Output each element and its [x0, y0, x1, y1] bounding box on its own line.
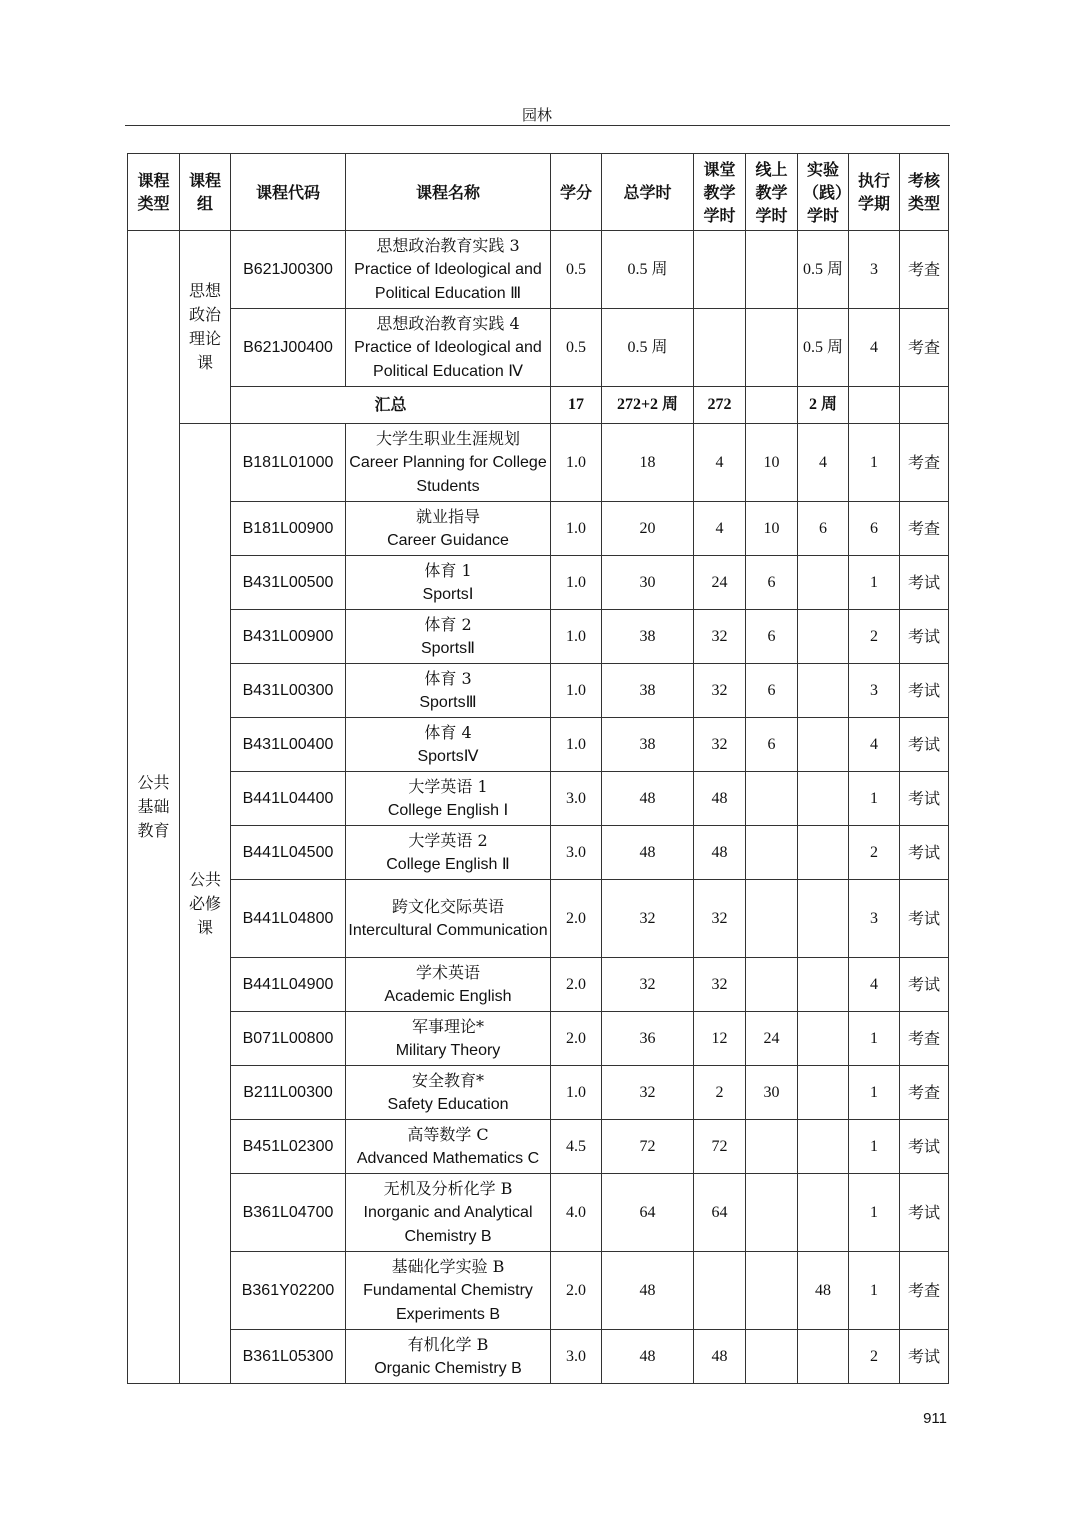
lab-hours-cell: [798, 556, 849, 610]
credit-cell: 2.0: [551, 958, 602, 1012]
credit-cell: 3.0: [551, 1330, 602, 1384]
credit-cell: 3.0: [551, 772, 602, 826]
course-name: [346, 880, 551, 958]
course-name-en: Organic Chemistry B: [374, 1359, 522, 1377]
course-code: B441L04500: [231, 826, 346, 880]
credit-cell: 1.0: [551, 1066, 602, 1120]
lab-hours-cell: [798, 1120, 849, 1174]
course-code: B181L01000: [231, 424, 346, 502]
course-code: B431L00900: [231, 610, 346, 664]
course-name: [346, 309, 551, 387]
summary-online: [746, 387, 798, 424]
table-row: [128, 958, 949, 1012]
semester-cell: 4: [849, 958, 900, 1012]
exam-type-cell: 考试: [900, 1120, 949, 1174]
semester-cell: 4: [849, 309, 900, 387]
classroom-hours-cell: 32: [694, 958, 746, 1012]
course-name-cn: 学术英语: [415, 962, 480, 982]
course-name-cn: 有机化学 B: [407, 1334, 489, 1354]
course-name: [346, 1066, 551, 1120]
classroom-hours-cell: 2: [694, 1066, 746, 1120]
course-name-en: SportsⅡ: [420, 639, 476, 657]
course-name-cn: 安全教育*: [411, 1070, 484, 1090]
course-name-en: SportsⅣ: [417, 747, 479, 765]
semester-cell: 1: [849, 1120, 900, 1174]
online-hours-cell: 6: [746, 556, 798, 610]
course-name-en: Advanced Mathematics C: [356, 1149, 540, 1167]
course-name: [346, 958, 551, 1012]
credit-cell: 1.0: [551, 718, 602, 772]
semester-cell: 1: [849, 1174, 900, 1252]
course-name: [346, 1012, 551, 1066]
total-hours-cell: 32: [602, 958, 694, 1012]
table-header-row: [128, 154, 949, 231]
classroom-hours-cell: 24: [694, 556, 746, 610]
semester-cell: 1: [849, 1012, 900, 1066]
credit-cell: 1.0: [551, 556, 602, 610]
classroom-hours-cell: 32: [694, 610, 746, 664]
credit-cell: 2.0: [551, 1012, 602, 1066]
column-header: 课程组: [180, 154, 231, 231]
lab-hours-cell: [798, 1174, 849, 1252]
total-hours-cell: 32: [602, 880, 694, 958]
column-header: 课程代码: [231, 154, 346, 231]
total-hours-cell: 48: [602, 1252, 694, 1330]
table-row: [128, 664, 949, 718]
exam-type-cell: 考查: [900, 424, 949, 502]
credit-cell: 4.0: [551, 1174, 602, 1252]
classroom-hours-cell: 72: [694, 1120, 746, 1174]
total-hours-cell: 48: [602, 772, 694, 826]
course-name-cn: 军事理论*: [411, 1016, 484, 1036]
course-name-cn: 大学英语 1: [408, 776, 488, 796]
semester-cell: 1: [849, 556, 900, 610]
lab-hours-cell: [798, 880, 849, 958]
online-hours-cell: 10: [746, 502, 798, 556]
classroom-hours-cell: 48: [694, 826, 746, 880]
column-header: 学分: [551, 154, 602, 231]
course-name-en: Practice of Ideological and Political Education Ⅲ: [354, 260, 542, 302]
total-hours-cell: 0.5 周: [602, 309, 694, 387]
course-code: B621J00400: [231, 309, 346, 387]
course-name-en: Inorganic and Analytical Chemistry B: [363, 1203, 533, 1245]
online-hours-cell: 6: [746, 610, 798, 664]
curriculum-table: [127, 153, 949, 1384]
course-name: [346, 610, 551, 664]
summary-label: 汇总: [231, 387, 551, 424]
exam-type-cell: 考查: [900, 1252, 949, 1330]
lab-hours-cell: 0.5 周: [798, 309, 849, 387]
course-name-cn: 体育 3: [424, 668, 472, 688]
course-name-en: Academic English: [384, 987, 512, 1005]
online-hours-cell: [746, 772, 798, 826]
table-row: [128, 309, 949, 387]
course-code: B071L00800: [231, 1012, 346, 1066]
online-hours-cell: [746, 1330, 798, 1384]
exam-type-cell: 考试: [900, 610, 949, 664]
online-hours-cell: [746, 826, 798, 880]
total-hours-cell: 36: [602, 1012, 694, 1066]
classroom-hours-cell: [694, 309, 746, 387]
credit-cell: 3.0: [551, 826, 602, 880]
course-type-cell: 公共基础教育: [128, 231, 180, 1384]
total-hours-cell: 20: [602, 502, 694, 556]
course-name-en: Career Guidance: [387, 531, 509, 549]
summary-row: [128, 387, 949, 424]
course-name: [346, 826, 551, 880]
lab-hours-cell: 6: [798, 502, 849, 556]
course-name-cn: 思想政治教育实践 4: [376, 313, 520, 333]
course-name-cn: 就业指导: [415, 506, 480, 526]
lab-hours-cell: [798, 1330, 849, 1384]
exam-type-cell: 考试: [900, 826, 949, 880]
course-name-cn: 体育 4: [424, 722, 472, 742]
course-code: B361L04700: [231, 1174, 346, 1252]
credit-cell: 1.0: [551, 664, 602, 718]
course-name: [346, 772, 551, 826]
online-hours-cell: 6: [746, 718, 798, 772]
online-hours-cell: [746, 1252, 798, 1330]
semester-cell: 2: [849, 1330, 900, 1384]
table-row: [128, 772, 949, 826]
course-code: B431L00300: [231, 664, 346, 718]
column-header: 执行学期: [849, 154, 900, 231]
course-code: B621J00300: [231, 231, 346, 309]
table-row: [128, 1252, 949, 1330]
course-name-en: Intercultural Communication: [348, 921, 548, 939]
semester-cell: 2: [849, 610, 900, 664]
semester-cell: 2: [849, 826, 900, 880]
total-hours-cell: 38: [602, 610, 694, 664]
course-name-en: Practice of Ideological and Political Education Ⅳ: [354, 338, 542, 380]
course-name: [346, 718, 551, 772]
course-name: [346, 664, 551, 718]
course-name-en: Military Theory: [395, 1041, 501, 1059]
credit-cell: 0.5: [551, 231, 602, 309]
table-row: [128, 1066, 949, 1120]
exam-type-cell: 考查: [900, 1066, 949, 1120]
online-hours-cell: [746, 958, 798, 1012]
total-hours-cell: 48: [602, 826, 694, 880]
page-header-title: 园林: [521, 106, 552, 124]
classroom-hours-cell: 64: [694, 1174, 746, 1252]
table-row: [128, 880, 949, 958]
summary-exam: [900, 387, 949, 424]
credit-cell: 2.0: [551, 1252, 602, 1330]
column-header: 课堂教学学时: [694, 154, 746, 231]
course-name-en: SportsⅠ: [422, 585, 474, 603]
semester-cell: 3: [849, 880, 900, 958]
credit-cell: 1.0: [551, 502, 602, 556]
course-name-cn: 高等数学 C: [407, 1124, 489, 1144]
summary-lab: 2 周: [798, 387, 849, 424]
exam-type-cell: 考试: [900, 880, 949, 958]
lab-hours-cell: 0.5 周: [798, 231, 849, 309]
course-name: [346, 1120, 551, 1174]
course-name: [346, 502, 551, 556]
page-number: 911: [923, 1410, 947, 1427]
course-name: [346, 1252, 551, 1330]
course-name-en: SportsⅢ: [419, 693, 477, 711]
lab-hours-cell: [798, 1066, 849, 1120]
exam-type-cell: 考查: [900, 1012, 949, 1066]
credit-cell: 1.0: [551, 424, 602, 502]
course-name-cn: 大学英语 2: [408, 830, 488, 850]
table-row: [128, 1174, 949, 1252]
classroom-hours-cell: 32: [694, 718, 746, 772]
online-hours-cell: 6: [746, 664, 798, 718]
course-code: B211L00300: [231, 1066, 346, 1120]
classroom-hours-cell: [694, 1252, 746, 1330]
exam-type-cell: 考试: [900, 772, 949, 826]
exam-type-cell: 考试: [900, 664, 949, 718]
course-name-cn: 无机及分析化学 B: [383, 1178, 513, 1198]
online-hours-cell: 30: [746, 1066, 798, 1120]
credit-cell: 4.5: [551, 1120, 602, 1174]
table-row: [128, 502, 949, 556]
course-name-cn: 思想政治教育实践 3: [376, 235, 520, 255]
course-name-cn: 基础化学实验 B: [391, 1256, 505, 1276]
exam-type-cell: 考试: [900, 718, 949, 772]
online-hours-cell: [746, 309, 798, 387]
exam-type-cell: 考试: [900, 1330, 949, 1384]
course-group-cell: 公共必修课: [180, 424, 231, 1384]
course-name-en: Safety Education: [387, 1095, 509, 1113]
table-row: [128, 231, 949, 309]
exam-type-cell: 考试: [900, 958, 949, 1012]
course-name-en: College English Ⅰ: [387, 801, 509, 819]
classroom-hours-cell: [694, 231, 746, 309]
course-name: [346, 1174, 551, 1252]
online-hours-cell: [746, 1174, 798, 1252]
column-header: 总学时: [602, 154, 694, 231]
semester-cell: 3: [849, 231, 900, 309]
total-hours-cell: 38: [602, 718, 694, 772]
table-row: [128, 424, 949, 502]
lab-hours-cell: [798, 826, 849, 880]
course-name-cn: 跨文化交际英语: [391, 896, 504, 916]
course-code: B441L04900: [231, 958, 346, 1012]
total-hours-cell: 32: [602, 1066, 694, 1120]
total-hours-cell: 64: [602, 1174, 694, 1252]
classroom-hours-cell: 4: [694, 424, 746, 502]
semester-cell: 1: [849, 772, 900, 826]
course-name-en: Career Planning for College Students: [349, 453, 547, 495]
exam-type-cell: 考查: [900, 309, 949, 387]
course-name-cn: 体育 1: [424, 560, 472, 580]
lab-hours-cell: [798, 1012, 849, 1066]
classroom-hours-cell: 12: [694, 1012, 746, 1066]
classroom-hours-cell: 48: [694, 1330, 746, 1384]
column-header: 课程名称: [346, 154, 551, 231]
lab-hours-cell: [798, 772, 849, 826]
course-name-en: Fundamental Chemistry Experiments B: [363, 1281, 533, 1323]
course-code: B361L05300: [231, 1330, 346, 1384]
lab-hours-cell: 4: [798, 424, 849, 502]
online-hours-cell: [746, 1120, 798, 1174]
semester-cell: 1: [849, 424, 900, 502]
course-code: B451L02300: [231, 1120, 346, 1174]
classroom-hours-cell: 32: [694, 664, 746, 718]
summary-classroom: 272: [694, 387, 746, 424]
classroom-hours-cell: 48: [694, 772, 746, 826]
total-hours-cell: 0.5 周: [602, 231, 694, 309]
course-name-cn: 体育 2: [424, 614, 472, 634]
column-header: 线上教学学时: [746, 154, 798, 231]
exam-type-cell: 考查: [900, 231, 949, 309]
column-header: 课程类型: [128, 154, 180, 231]
table-row: [128, 718, 949, 772]
total-hours-cell: 48: [602, 1330, 694, 1384]
lab-hours-cell: [798, 718, 849, 772]
total-hours-cell: 30: [602, 556, 694, 610]
online-hours-cell: [746, 880, 798, 958]
summary-semester: [849, 387, 900, 424]
online-hours-cell: 24: [746, 1012, 798, 1066]
course-code: B431L00400: [231, 718, 346, 772]
course-name-cn: 大学生职业生涯规划: [375, 428, 520, 448]
header-divider: [125, 125, 950, 126]
table-row: [128, 1330, 949, 1384]
course-group-cell: 思想政治理论课: [180, 231, 231, 424]
online-hours-cell: 10: [746, 424, 798, 502]
summary-total: 272+2 周: [602, 387, 694, 424]
credit-cell: 0.5: [551, 309, 602, 387]
summary-credit: 17: [551, 387, 602, 424]
classroom-hours-cell: 4: [694, 502, 746, 556]
total-hours-cell: 18: [602, 424, 694, 502]
course-code: B441L04400: [231, 772, 346, 826]
course-code: B181L00900: [231, 502, 346, 556]
exam-type-cell: 考试: [900, 556, 949, 610]
exam-type-cell: 考试: [900, 1174, 949, 1252]
semester-cell: 3: [849, 664, 900, 718]
semester-cell: 1: [849, 1066, 900, 1120]
lab-hours-cell: [798, 664, 849, 718]
table-row: [128, 826, 949, 880]
classroom-hours-cell: 32: [694, 880, 746, 958]
lab-hours-cell: [798, 610, 849, 664]
lab-hours-cell: 48: [798, 1252, 849, 1330]
table-row: [128, 556, 949, 610]
table-row: [128, 1120, 949, 1174]
credit-cell: 2.0: [551, 880, 602, 958]
column-header: 实验（践）学时: [798, 154, 849, 231]
course-code: B431L00500: [231, 556, 346, 610]
semester-cell: 6: [849, 502, 900, 556]
table-row: [128, 1012, 949, 1066]
course-name: [346, 231, 551, 309]
course-name-en: College English Ⅱ: [386, 855, 510, 873]
column-header: 考核类型: [900, 154, 949, 231]
semester-cell: 4: [849, 718, 900, 772]
semester-cell: 1: [849, 1252, 900, 1330]
course-code: B361Y02200: [231, 1252, 346, 1330]
total-hours-cell: 72: [602, 1120, 694, 1174]
table-row: [128, 610, 949, 664]
course-code: B441L04800: [231, 880, 346, 958]
total-hours-cell: 38: [602, 664, 694, 718]
course-name: [346, 424, 551, 502]
lab-hours-cell: [798, 958, 849, 1012]
course-name: [346, 1330, 551, 1384]
exam-type-cell: 考查: [900, 502, 949, 556]
credit-cell: 1.0: [551, 610, 602, 664]
online-hours-cell: [746, 231, 798, 309]
course-name: [346, 556, 551, 610]
